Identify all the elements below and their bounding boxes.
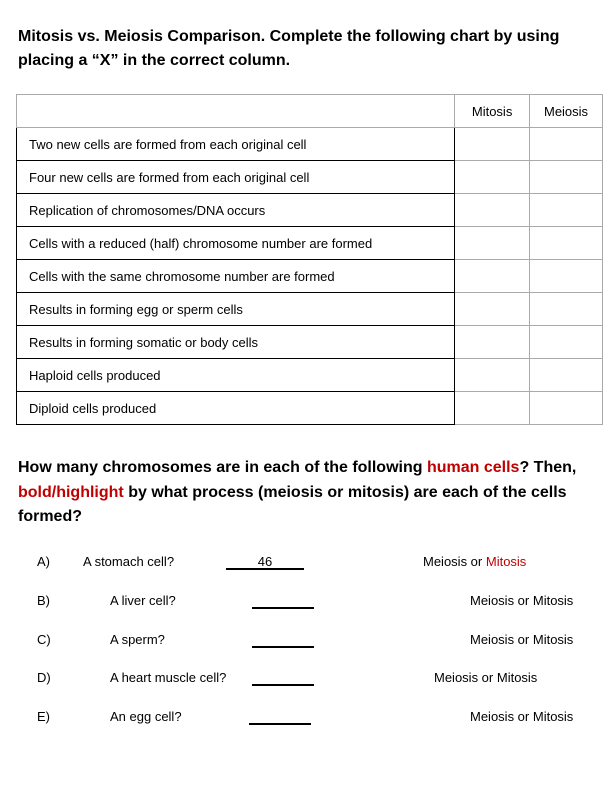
mitosis-option[interactable]: Mitosis xyxy=(532,593,574,608)
comparison-table xyxy=(16,94,603,425)
table-row xyxy=(17,227,603,260)
item-letter: B) xyxy=(37,593,50,608)
row-description: Results in forming egg or sperm cells xyxy=(17,293,455,326)
item-letter: D) xyxy=(37,670,51,685)
row-description: Results in forming somatic or body cells xyxy=(17,326,455,359)
meiosis-option[interactable]: Meiosis or xyxy=(423,554,486,569)
answer-blank[interactable] xyxy=(252,670,314,686)
process-choice[interactable] xyxy=(423,554,526,569)
mitosis-option[interactable]: Mitosis xyxy=(532,632,574,647)
mitosis-cell[interactable] xyxy=(455,392,530,425)
meiosis-cell[interactable] xyxy=(530,161,603,194)
mitosis-option[interactable]: Mitosis xyxy=(532,709,574,724)
q-highlight-2: bold/highlight xyxy=(18,483,124,501)
row-description: Four new cells are formed from each original cell xyxy=(17,161,455,194)
item-letter: C) xyxy=(37,632,51,647)
row-description: Replication of chromosomes/DNA occurs xyxy=(17,194,455,227)
mitosis-cell[interactable] xyxy=(455,260,530,293)
meiosis-cell[interactable] xyxy=(530,194,603,227)
header-blank xyxy=(17,95,455,128)
table-row xyxy=(17,260,603,293)
item-letter: A) xyxy=(37,554,50,569)
answer-blank[interactable] xyxy=(252,593,314,609)
meiosis-option[interactable]: Meiosis or xyxy=(434,670,497,685)
meiosis-option[interactable]: Meiosis or xyxy=(470,632,533,647)
item-letter: E) xyxy=(37,709,50,724)
mitosis-cell[interactable] xyxy=(455,161,530,194)
q-text-1: How many chromosomes are in each of the following xyxy=(18,459,427,476)
mitosis-cell[interactable] xyxy=(455,359,530,392)
mitosis-option[interactable]: Mitosis xyxy=(485,554,527,569)
answer-blank[interactable] xyxy=(249,709,311,725)
row-description: Two new cells are formed from each original cell xyxy=(17,128,455,161)
table-row xyxy=(17,359,603,392)
q-text-3: by what process (meiosis or mitosis) are each of the cells formed? xyxy=(18,483,567,525)
header-mitosis: Mitosis xyxy=(455,95,530,128)
mitosis-cell[interactable] xyxy=(455,227,530,260)
item-question: A heart muscle cell? xyxy=(110,670,227,685)
table-row xyxy=(17,128,603,161)
mitosis-option[interactable]: Mitosis xyxy=(496,670,538,685)
mitosis-cell[interactable] xyxy=(455,293,530,326)
meiosis-cell[interactable] xyxy=(530,227,603,260)
table-row xyxy=(17,392,603,425)
process-choice[interactable] xyxy=(470,709,573,724)
header-meiosis: Meiosis xyxy=(530,95,603,128)
table-row xyxy=(17,194,603,227)
meiosis-cell[interactable] xyxy=(530,128,603,161)
row-description: Cells with a reduced (half) chromosome number are formed xyxy=(17,227,455,260)
row-description: Cells with the same chromosome number are formed xyxy=(17,260,455,293)
meiosis-cell[interactable] xyxy=(530,392,603,425)
table-row xyxy=(17,161,603,194)
process-choice[interactable] xyxy=(470,632,573,647)
mitosis-cell[interactable] xyxy=(455,128,530,161)
meiosis-cell[interactable] xyxy=(530,359,603,392)
row-description: Diploid cells produced xyxy=(17,392,455,425)
process-choice[interactable] xyxy=(434,670,537,685)
row-description: Haploid cells produced xyxy=(17,359,455,392)
meiosis-option[interactable]: Meiosis or xyxy=(470,593,533,608)
answer-blank[interactable]: 46 xyxy=(226,554,304,570)
item-question: A stomach cell? xyxy=(83,554,175,569)
item-question: A liver cell? xyxy=(110,593,176,608)
item-question: An egg cell? xyxy=(110,709,182,724)
table-row xyxy=(17,293,603,326)
q-highlight-1: human cells xyxy=(426,459,520,476)
table-row xyxy=(17,326,603,359)
worksheet-title: Mitosis vs. Meiosis Comparison. Complete the following chart by using placing a “X” in the correct column. xyxy=(18,28,560,69)
q-text-2: ? Then, xyxy=(519,459,577,476)
meiosis-cell[interactable] xyxy=(530,260,603,293)
process-choice[interactable] xyxy=(470,593,573,608)
item-question: A sperm? xyxy=(110,632,165,647)
meiosis-cell[interactable] xyxy=(530,293,603,326)
question-prompt xyxy=(18,456,598,530)
meiosis-option[interactable]: Meiosis or xyxy=(470,709,533,724)
meiosis-cell[interactable] xyxy=(530,326,603,359)
mitosis-cell[interactable] xyxy=(455,194,530,227)
answer-blank[interactable] xyxy=(252,632,314,648)
mitosis-cell[interactable] xyxy=(455,326,530,359)
